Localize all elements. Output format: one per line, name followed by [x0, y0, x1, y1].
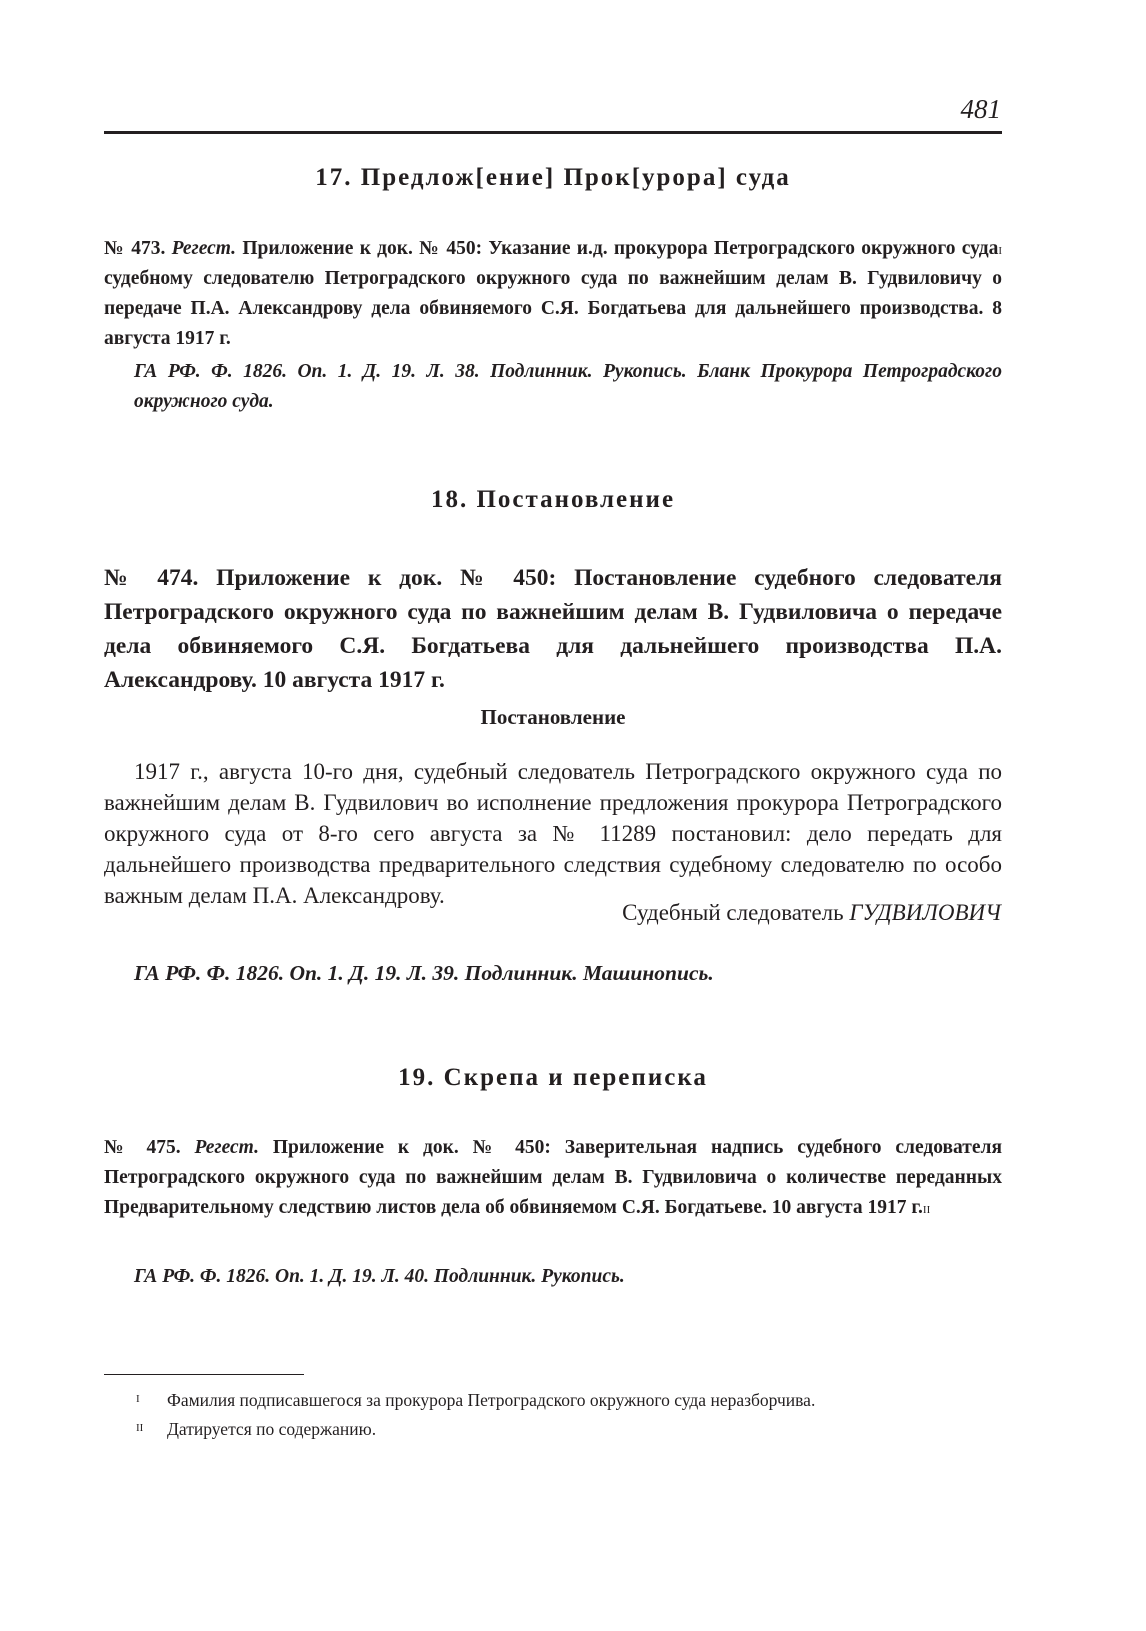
regest-473-number: № 473. — [104, 238, 166, 259]
section-18-title: 18. Постановление — [430, 486, 676, 513]
archive-ref-474: ГА РФ. Ф. 1826. Оп. 1. Д. 19. Л. 39. Подлинник. Машинопись. — [134, 961, 714, 985]
footnote-1-text: Фамилия подписавшегося за прокурора Петроградского окружного суда неразборчива. — [167, 1390, 816, 1410]
archive-ref-473: ГА РФ. Ф. 1826. Оп. 1. Д. 19. Л. 38. Подлинник. Рукопись. Бланк Прокурора Петроградского окружного суда. — [134, 361, 1002, 412]
regest-475-label: Регест. — [194, 1137, 259, 1158]
regest-473-label: Регест. — [171, 238, 237, 259]
footnote-2-marker: II — [136, 1422, 144, 1434]
signature-role: Судебный следователь — [622, 900, 844, 925]
footnote-ref-2[interactable]: II — [922, 1204, 931, 1216]
regest-475 — [104, 1133, 1002, 1223]
page-number: 481 — [960, 94, 1001, 124]
footnote-1-marker: I — [136, 1393, 140, 1405]
doc-474-heading: № 474. Приложение к док. № 450: Постановление судебного следователя Петроградского окружного суда по важнейшим делам В. Гудвиловича о передаче дела обвиняемого С.Я. Богдатьева для дальнейшего производства П.А. Александрову. 10 августа 1917 г. — [104, 565, 1002, 693]
footnote-rule — [104, 1374, 304, 1375]
signature — [622, 900, 1001, 926]
section-17-title: 17. Предлож[ение] Прок[урора] суда — [315, 164, 791, 191]
footnote-ref-1[interactable]: I — [998, 245, 1002, 257]
archive-ref-475: ГА РФ. Ф. 1826. Оп. 1. Д. 19. Л. 40. Подлинник. Рукопись. — [134, 1266, 625, 1287]
signature-name: ГУДВИЛОВИЧ — [849, 900, 1001, 925]
header-rule — [104, 131, 1002, 134]
regest-475-number: № 475. — [104, 1137, 181, 1158]
regest-473-text-a: Приложение к док. № 450: Указание и.д. прокурора Петроградского окружного суда — [242, 238, 999, 259]
regest-473-text-b: судебному следователю Петроградского окружного суда по важнейшим делам В. Гудвиловичу о передаче П.А. Александрову дела обвиняемого С.Я. Богдатьева для дальнейшего производства. 8 августа 1917 г. — [104, 268, 1002, 349]
regest-473 — [104, 234, 1002, 354]
footnote-2-text: Датируется по содержанию. — [167, 1419, 377, 1439]
section-19-title: 19. Скрепа и переписка — [398, 1064, 708, 1091]
doc-474-body: 1917 г., августа 10-го дня, судебный следователь Петроградского окружного суда по важнейшим делам В. Гудвилович во исполнение предложения прокурора Петроградского окружного суда от 8-го сего августа за № 11289 постановил: дело передать для дальнейшего производства предварительного следствия судебному следователю по особо важным делам П.А. Александрову. — [104, 759, 1002, 908]
doc-474-title: Постановление — [480, 705, 626, 729]
regest-475-text: Приложение к док. № 450: Заверительная надпись судебного следователя Петроградского окружного суда по важнейшим делам В. Гудвиловича о количестве переданных Предварительному следствию листов дела об обвиняемом С.Я. Богдатьеве. 10 августа 1917 г. — [104, 1137, 1003, 1218]
